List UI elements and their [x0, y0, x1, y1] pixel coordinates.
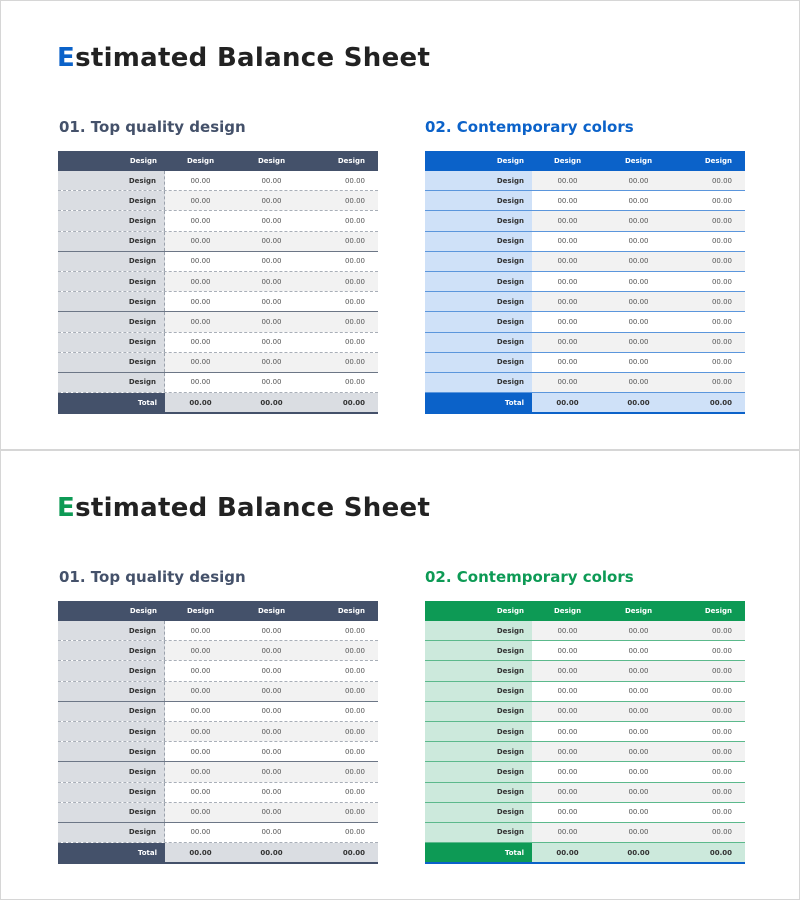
table-subtitle-right: 02. Contemporary colors [425, 568, 634, 586]
value-cell: 00.00 [532, 272, 603, 291]
value-cell: 00.00 [674, 661, 745, 680]
value-cell: 00.00 [307, 171, 378, 190]
table-row [425, 272, 745, 292]
value-cell: 00.00 [603, 191, 674, 210]
row-label-cell: Design [58, 292, 165, 311]
value-cell: 00.00 [236, 762, 307, 781]
row-label-cell: Design [425, 702, 532, 721]
value-cell: Design [186, 157, 215, 165]
value-cell: 00.00 [532, 722, 603, 741]
table-row [425, 641, 745, 661]
title-accent-letter: E [57, 493, 76, 523]
value-cell: Design [257, 157, 286, 165]
table-subtitle-right: 02. Contemporary colors [425, 118, 634, 136]
row-label-cell: Design [425, 722, 532, 741]
value-cell: 00.00 [532, 783, 603, 802]
value-cell: 00.00 [307, 762, 378, 781]
table-row [58, 783, 378, 803]
table-row [425, 621, 745, 641]
value-cell: 00.00 [603, 722, 674, 741]
value-cell: 00.00 [307, 353, 378, 372]
table-row [425, 762, 745, 782]
row-label-cell: Total [425, 843, 532, 862]
table-row [58, 191, 378, 211]
row-label-cell: Design [58, 722, 165, 741]
value-cell: 00.00 [674, 333, 745, 352]
value-cell: 00.00 [236, 292, 307, 311]
row-label-cell: Design [58, 661, 165, 680]
value-cell: 00.00 [165, 312, 236, 331]
value-cell: 00.00 [307, 661, 378, 680]
row-label-cell: Design [129, 157, 157, 165]
balance-table-left [58, 601, 378, 864]
value-cell: 00.00 [674, 232, 745, 251]
row-label-cell: Design [58, 742, 165, 761]
row-label-cell: Total [58, 393, 165, 412]
value-cell: 00.00 [532, 373, 603, 392]
value-cell: Design [624, 157, 653, 165]
value-cell: 00.00 [165, 702, 236, 721]
table-subtitle-left: 01. Top quality design [59, 568, 246, 586]
value-cell: 00.00 [236, 373, 307, 392]
table-row [58, 171, 378, 191]
value-cell: 00.00 [532, 742, 603, 761]
table-row [58, 211, 378, 231]
table-total-row [58, 393, 378, 414]
value-cell: 00.00 [165, 803, 236, 822]
row-label-cell: Design [58, 783, 165, 802]
value-cell: 00.00 [307, 641, 378, 660]
table-header-row [58, 151, 378, 171]
table-row [425, 232, 745, 252]
table-row [425, 312, 745, 332]
row-label-cell: Design [425, 661, 532, 680]
value-cell: 00.00 [603, 803, 674, 822]
table-row [58, 373, 378, 393]
value-cell: 00.00 [603, 373, 674, 392]
row-label-cell: Design [425, 682, 532, 701]
value-cell: Design [553, 157, 582, 165]
table-row [425, 661, 745, 681]
value-cell: 00.00 [165, 823, 236, 842]
row-label-cell: Design [58, 312, 165, 331]
value-cell: 00.00 [603, 272, 674, 291]
value-cell: 00.00 [236, 191, 307, 210]
value-cell: 00.00 [674, 803, 745, 822]
value-cell: 00.00 [556, 848, 579, 857]
value-cell: 00.00 [165, 682, 236, 701]
table-row [425, 373, 745, 393]
value-cell: 00.00 [709, 398, 732, 407]
value-cell: 00.00 [603, 171, 674, 190]
table-row [425, 823, 745, 843]
row-label-cell: Design [425, 252, 532, 271]
value-cell: 00.00 [532, 252, 603, 271]
value-cell: 00.00 [307, 292, 378, 311]
value-cell: 00.00 [236, 661, 307, 680]
value-cell: 00.00 [674, 211, 745, 230]
value-cell: 00.00 [307, 783, 378, 802]
slide-title [57, 43, 430, 73]
value-cell: 00.00 [674, 353, 745, 372]
value-cell: 00.00 [532, 171, 603, 190]
table-row [58, 762, 378, 782]
row-label-cell: Design [58, 171, 165, 190]
value-cell: 00.00 [165, 641, 236, 660]
row-label-cell: Design [58, 702, 165, 721]
value-cell: 00.00 [307, 722, 378, 741]
table-row [58, 333, 378, 353]
table-header-row [425, 151, 745, 171]
value-cell: 00.00 [236, 333, 307, 352]
value-cell: 00.00 [165, 783, 236, 802]
value-cell: 00.00 [674, 272, 745, 291]
value-cell: 00.00 [603, 232, 674, 251]
value-cell: 00.00 [674, 762, 745, 781]
value-cell: 00.00 [532, 641, 603, 660]
table-row [58, 722, 378, 742]
value-cell: 00.00 [532, 232, 603, 251]
value-cell: 00.00 [532, 621, 603, 640]
row-label-cell: Design [496, 157, 524, 165]
value-cell: 00.00 [307, 191, 378, 210]
value-cell: 00.00 [189, 848, 212, 857]
value-cell: 00.00 [603, 762, 674, 781]
value-cell: 00.00 [236, 171, 307, 190]
row-label-cell: Design [425, 803, 532, 822]
row-label-cell: Design [425, 171, 532, 190]
value-cell: 00.00 [236, 621, 307, 640]
row-label-cell: Design [58, 762, 165, 781]
value-cell: 00.00 [165, 171, 236, 190]
row-label-cell: Design [58, 641, 165, 660]
table-row [425, 171, 745, 191]
value-cell: 00.00 [603, 312, 674, 331]
row-label-cell: Design [425, 312, 532, 331]
row-label-cell: Design [58, 682, 165, 701]
value-cell: 00.00 [307, 682, 378, 701]
balance-table-right [425, 151, 745, 414]
value-cell: 00.00 [532, 191, 603, 210]
row-label-cell: Design [425, 211, 532, 230]
value-cell: Design [624, 607, 653, 615]
table-row [425, 252, 745, 272]
value-cell: 00.00 [165, 232, 236, 251]
value-cell: 00.00 [236, 742, 307, 761]
value-cell: 00.00 [307, 252, 378, 271]
value-cell: Design [704, 607, 732, 615]
table-row [58, 312, 378, 332]
row-label-cell: Design [425, 272, 532, 291]
value-cell: Design [337, 607, 365, 615]
row-label-cell: Design [425, 823, 532, 842]
value-cell: 00.00 [236, 641, 307, 660]
table-header-row [425, 601, 745, 621]
value-cell: 00.00 [307, 312, 378, 331]
row-label-cell: Design [58, 333, 165, 352]
value-cell: 00.00 [307, 232, 378, 251]
table-total-row [58, 843, 378, 864]
value-cell: 00.00 [236, 353, 307, 372]
value-cell: 00.00 [532, 702, 603, 721]
table-row [425, 292, 745, 312]
value-cell: 00.00 [532, 803, 603, 822]
value-cell: 00.00 [165, 272, 236, 291]
value-cell: 00.00 [260, 848, 283, 857]
row-label-cell: Design [129, 607, 157, 615]
table-row [58, 353, 378, 373]
row-label-cell: Design [58, 823, 165, 842]
table-row [425, 702, 745, 722]
value-cell: 00.00 [603, 211, 674, 230]
value-cell: 00.00 [165, 661, 236, 680]
value-cell: 00.00 [674, 171, 745, 190]
value-cell: 00.00 [603, 823, 674, 842]
row-label-cell: Total [425, 393, 532, 412]
value-cell: 00.00 [603, 702, 674, 721]
table-header-row [58, 601, 378, 621]
table-row [58, 621, 378, 641]
row-label-cell: Design [58, 252, 165, 271]
value-cell: 00.00 [165, 762, 236, 781]
value-cell: 00.00 [307, 823, 378, 842]
table-row [425, 803, 745, 823]
value-cell: 00.00 [603, 333, 674, 352]
table-total-row [425, 843, 745, 864]
value-cell: 00.00 [674, 292, 745, 311]
value-cell: 00.00 [532, 353, 603, 372]
row-label-cell: Design [425, 783, 532, 802]
value-cell: 00.00 [236, 232, 307, 251]
row-label-cell: Design [58, 803, 165, 822]
value-cell: 00.00 [236, 312, 307, 331]
table-row [58, 742, 378, 762]
value-cell: 00.00 [307, 621, 378, 640]
value-cell: 00.00 [236, 783, 307, 802]
value-cell: 00.00 [532, 682, 603, 701]
value-cell: 00.00 [307, 272, 378, 291]
value-cell: Design [553, 607, 582, 615]
value-cell: 00.00 [674, 682, 745, 701]
value-cell: 00.00 [674, 742, 745, 761]
table-subtitle-left: 01. Top quality design [59, 118, 246, 136]
value-cell: 00.00 [165, 252, 236, 271]
table-total-row [425, 393, 745, 414]
value-cell: 00.00 [532, 312, 603, 331]
value-cell: 00.00 [532, 762, 603, 781]
value-cell: 00.00 [165, 353, 236, 372]
value-cell: 00.00 [603, 292, 674, 311]
table-row [58, 682, 378, 702]
value-cell: 00.00 [307, 702, 378, 721]
row-label-cell: Design [425, 232, 532, 251]
row-label-cell: Design [425, 353, 532, 372]
value-cell: 00.00 [307, 333, 378, 352]
value-cell: Design [704, 157, 732, 165]
table-row [58, 272, 378, 292]
balance-table-right [425, 601, 745, 864]
table-row [58, 661, 378, 681]
value-cell: 00.00 [342, 398, 365, 407]
row-label-cell: Total [58, 843, 165, 862]
value-cell: 00.00 [165, 722, 236, 741]
value-cell: 00.00 [165, 373, 236, 392]
value-cell: 00.00 [627, 398, 650, 407]
value-cell: 00.00 [674, 702, 745, 721]
row-label-cell: Design [425, 621, 532, 640]
value-cell: 00.00 [236, 803, 307, 822]
value-cell: 00.00 [532, 292, 603, 311]
row-label-cell: Design [58, 353, 165, 372]
table-row [58, 702, 378, 722]
slide-2 [0, 450, 800, 900]
value-cell: Design [337, 157, 365, 165]
value-cell: Design [186, 607, 215, 615]
table-row [58, 292, 378, 312]
value-cell: 00.00 [236, 702, 307, 721]
table-row [425, 682, 745, 702]
value-cell: 00.00 [603, 783, 674, 802]
value-cell: 00.00 [603, 661, 674, 680]
row-label-cell: Design [425, 762, 532, 781]
value-cell: 00.00 [165, 292, 236, 311]
table-row [58, 232, 378, 252]
value-cell: 00.00 [674, 621, 745, 640]
value-cell: 00.00 [674, 191, 745, 210]
row-label-cell: Design [58, 191, 165, 210]
value-cell: 00.00 [165, 742, 236, 761]
value-cell: 00.00 [236, 722, 307, 741]
row-label-cell: Design [425, 333, 532, 352]
value-cell: 00.00 [236, 252, 307, 271]
value-cell: 00.00 [307, 803, 378, 822]
value-cell: 00.00 [532, 661, 603, 680]
value-cell: 00.00 [674, 823, 745, 842]
row-label-cell: Design [425, 292, 532, 311]
value-cell: 00.00 [307, 211, 378, 230]
value-cell: 00.00 [674, 252, 745, 271]
value-cell: 00.00 [603, 641, 674, 660]
value-cell: 00.00 [307, 742, 378, 761]
value-cell: 00.00 [674, 783, 745, 802]
value-cell: 00.00 [674, 641, 745, 660]
balance-table-left [58, 151, 378, 414]
table-row [425, 191, 745, 211]
value-cell: 00.00 [532, 823, 603, 842]
row-label-cell: Design [58, 211, 165, 230]
value-cell: 00.00 [307, 373, 378, 392]
value-cell: 00.00 [709, 848, 732, 857]
value-cell: 00.00 [556, 398, 579, 407]
value-cell: 00.00 [236, 211, 307, 230]
title-accent-letter: E [57, 43, 76, 73]
value-cell: 00.00 [165, 621, 236, 640]
table-row [425, 353, 745, 373]
value-cell: 00.00 [674, 722, 745, 741]
table-row [58, 823, 378, 843]
table-row [58, 641, 378, 661]
row-label-cell: Design [425, 641, 532, 660]
row-label-cell: Design [58, 232, 165, 251]
value-cell: Design [257, 607, 286, 615]
value-cell: 00.00 [165, 211, 236, 230]
value-cell: 00.00 [603, 621, 674, 640]
value-cell: 00.00 [674, 312, 745, 331]
value-cell: 00.00 [260, 398, 283, 407]
value-cell: 00.00 [627, 848, 650, 857]
value-cell: 00.00 [236, 682, 307, 701]
row-label-cell: Design [58, 373, 165, 392]
value-cell: 00.00 [603, 353, 674, 372]
row-label-cell: Design [425, 373, 532, 392]
value-cell: 00.00 [603, 742, 674, 761]
row-label-cell: Design [425, 742, 532, 761]
table-row [425, 211, 745, 231]
table-row [425, 333, 745, 353]
table-row [425, 722, 745, 742]
value-cell: 00.00 [165, 191, 236, 210]
row-label-cell: Design [58, 272, 165, 291]
title-text: stimated Balance Sheet [75, 43, 431, 73]
table-row [425, 742, 745, 762]
value-cell: 00.00 [236, 823, 307, 842]
value-cell: 00.00 [603, 682, 674, 701]
table-row [58, 252, 378, 272]
value-cell: 00.00 [532, 333, 603, 352]
table-row [425, 783, 745, 803]
table-row [58, 803, 378, 823]
value-cell: 00.00 [674, 373, 745, 392]
value-cell: 00.00 [236, 272, 307, 291]
slide-title [57, 493, 430, 523]
title-text: stimated Balance Sheet [75, 493, 431, 523]
value-cell: 00.00 [165, 333, 236, 352]
value-cell: 00.00 [532, 211, 603, 230]
row-label-cell: Design [425, 191, 532, 210]
row-label-cell: Design [496, 607, 524, 615]
row-label-cell: Design [58, 621, 165, 640]
value-cell: 00.00 [603, 252, 674, 271]
value-cell: 00.00 [189, 398, 212, 407]
value-cell: 00.00 [342, 848, 365, 857]
